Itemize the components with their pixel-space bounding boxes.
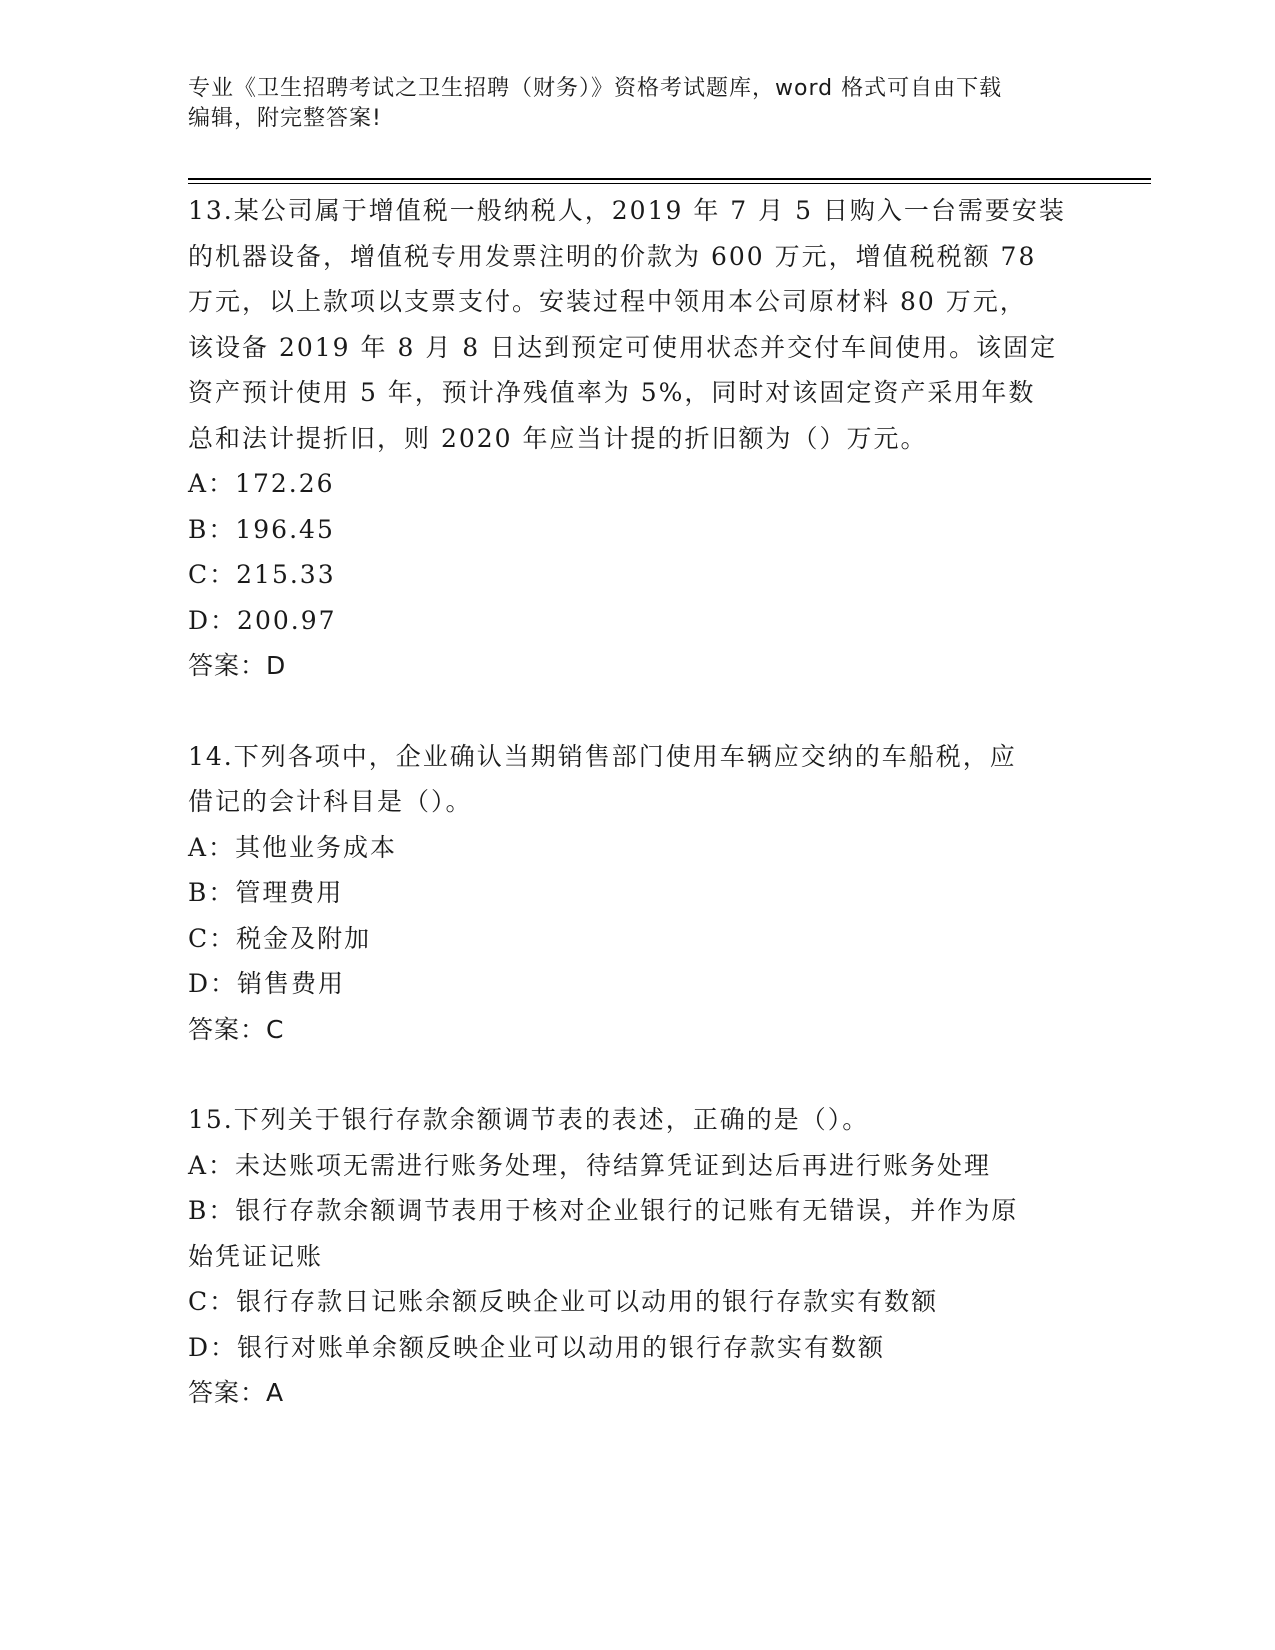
question-15 (188, 1097, 1088, 1416)
answer: 答案：D (188, 651, 287, 680)
answer: 答案：C (188, 1014, 285, 1044)
option-a: A：未达账项无需进行账务处理，待结算凭证到达后再进行账务处理 (188, 1150, 992, 1180)
option-b: B：银行存款余额调节表用于核对企业银行的记账有无错误，并作为原 始凭证记账 (188, 1196, 1019, 1271)
question-stem: 13.某公司属于增值税一般纳税人，2019 年 7 月 5 日购入一台需要安装 的机器设备，增值税专用发票注明的价款为 600 万元，增值税税额 78 万元，以上款项以支票支付。安装过程中领用本公司原材料 80 万元， 该设备 2019 年 8 月 8 日达到预定可使用状态并交付车间使用。该固定 资产预计使用 5 年，预计净残值率为 5%，同时对该固定资产采用年数 总和法计提折旧，则 2020 年应当计提的折旧额为（）万元。 (188, 196, 1066, 453)
header-divider-thin (188, 183, 1151, 184)
question-14 (188, 734, 1088, 1053)
question-stem: 14.下列各项中，企业确认当期销售部门使用车辆应交纳的车船税，应 借记的会计科目是（）。 (188, 741, 1017, 816)
answer: 答案：A (188, 1378, 285, 1407)
option-c: C：税金及附加 (188, 923, 372, 953)
option-c: C：银行存款日记账余额反映企业可以动用的银行存款实有数额 (188, 1287, 939, 1316)
option-a: A：172.26 (188, 469, 335, 498)
option-d: D：销售费用 (188, 969, 346, 998)
header-divider-thick (188, 178, 1151, 180)
option-d: D：200.97 (188, 605, 337, 635)
option-d: D：银行对账单余额反映企业可以动用的银行存款实有数额 (188, 1332, 886, 1362)
option-b: B：196.45 (188, 514, 335, 544)
option-b: B：管理费用 (188, 878, 344, 907)
question-list (188, 188, 1088, 1416)
question-spacer (188, 689, 1088, 734)
option-a: A：其他业务成本 (188, 832, 398, 862)
document-header: 专业《卫生招聘考试之卫生招聘（财务）》资格考试题库，word 格式可自由下载 编辑，附完整答案! (188, 76, 1003, 131)
question-13 (188, 188, 1088, 689)
question-stem: 15.下列关于银行存款余额调节表的表述，正确的是（）。 (188, 1105, 870, 1134)
question-spacer (188, 1052, 1088, 1097)
option-c: C：215.33 (188, 560, 336, 589)
